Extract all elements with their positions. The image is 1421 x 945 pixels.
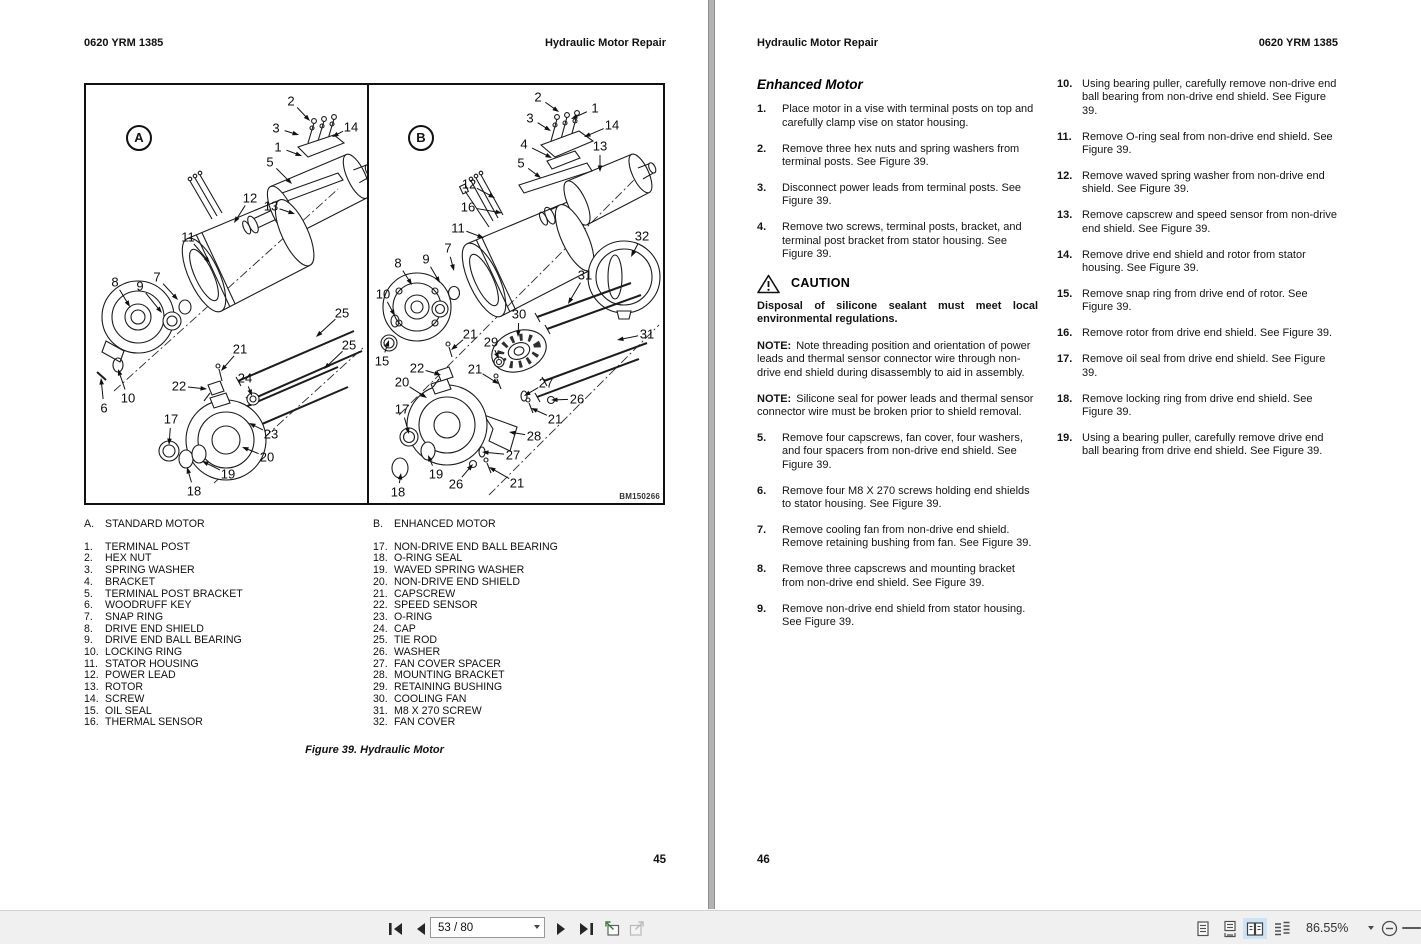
step-text: Remove two screws, terminal posts, bracket, and terminal post bracket from stator housing. See Figure 39.	[782, 221, 1038, 261]
part-name: TERMINAL POST	[105, 542, 190, 554]
panel-label-b: B	[408, 125, 434, 151]
diagram-callout: 13	[593, 139, 607, 154]
page-46	[715, 0, 1421, 909]
procedure-step	[757, 485, 1038, 512]
zoom-slider[interactable]	[1402, 927, 1421, 929]
part-name: HEX NUT	[105, 553, 152, 565]
part-number: 12.	[84, 670, 105, 682]
diagram-callout: 26	[570, 392, 584, 407]
part-number: 28.	[373, 670, 394, 682]
viewer-toolbar	[0, 910, 1421, 944]
step-number: 10.	[1057, 78, 1082, 118]
diagram-callout: 8	[111, 275, 118, 290]
single-page-view-button[interactable]	[1191, 918, 1215, 939]
step-number: 1.	[757, 103, 782, 130]
part-name: SPEED SENSOR	[394, 600, 478, 612]
zoom-dropdown-caret-icon[interactable]	[1368, 926, 1374, 930]
diagram-callout: 7	[153, 270, 160, 285]
diagram-callout: 22	[172, 379, 186, 394]
diagram-callout: 27	[539, 376, 553, 391]
previous-page-icon	[415, 922, 426, 936]
note-text: Silicone seal for power leads and thermal sensor connector wire must be broken prior to shield removal.	[757, 393, 1033, 418]
part-name: SCREW	[105, 694, 144, 706]
part-number: 10.	[84, 647, 105, 659]
procedure-step	[1057, 78, 1338, 118]
part-number: 29.	[373, 682, 394, 694]
procedure-step	[757, 182, 1038, 209]
standard-motor-diagram	[86, 85, 367, 503]
note-label: NOTE:	[757, 340, 791, 352]
part-number: 16.	[84, 717, 105, 729]
parts-list-item	[373, 647, 665, 659]
diagram-callout: 19	[221, 467, 235, 482]
part-number: 15.	[84, 706, 105, 718]
procedure-step	[757, 103, 1038, 130]
diagram-callout: 21	[548, 412, 562, 427]
procedure-step	[757, 221, 1038, 261]
text-column-right	[1057, 78, 1338, 471]
diagram-callout: 28	[527, 429, 541, 444]
part-number: 19.	[373, 565, 394, 577]
diagram-callout: 2	[287, 94, 294, 109]
step-text: Remove three hex nuts and spring washers from terminal posts. See Figure 39.	[782, 143, 1038, 170]
parts-list-item	[84, 694, 365, 706]
diagram-callout: 5	[266, 155, 273, 170]
parts-list-item	[84, 717, 365, 729]
part-name: NON-DRIVE END SHIELD	[394, 577, 520, 589]
figure-watermark: BM150266	[619, 492, 660, 501]
procedure-step	[1057, 327, 1338, 340]
parts-list-title: STANDARD MOTOR	[105, 519, 205, 531]
part-name: RETAINING BUSHING	[394, 682, 502, 694]
part-name: BRACKET	[105, 577, 155, 589]
part-number: 1.	[84, 542, 105, 554]
step-text: Remove capscrew and speed sensor from non-drive end shield. See Figure 39.	[1082, 209, 1338, 236]
last-page-button[interactable]	[576, 920, 596, 937]
step-number: 12.	[1057, 170, 1082, 197]
section-title: Enhanced Motor	[757, 78, 1038, 91]
part-number: 17.	[373, 542, 394, 554]
page-45	[0, 0, 708, 909]
diagram-callout: 21	[233, 342, 247, 357]
previous-page-button[interactable]	[410, 920, 430, 937]
diagram-callout: 21	[510, 476, 524, 491]
diagram-callout: 24	[238, 371, 252, 386]
part-name: THERMAL SENSOR	[105, 717, 203, 729]
procedure-step	[1057, 249, 1338, 276]
step-text: Remove snap ring from drive end of rotor. See Figure 39.	[1082, 288, 1338, 315]
part-name: WAVED SPRING WASHER	[394, 565, 524, 577]
diagram-callout: 18	[187, 484, 201, 499]
parts-list-item	[373, 717, 665, 729]
diagram-callout: 10	[121, 391, 135, 406]
first-page-icon	[387, 922, 404, 936]
part-name: POWER LEAD	[105, 670, 176, 682]
part-number: 9.	[84, 635, 105, 647]
step-text: Using a bearing puller, carefully remove drive end ball bearing from drive end shield. See Figure 39.	[1082, 432, 1338, 459]
step-text: Remove O-ring seal from non-drive end shield. See Figure 39.	[1082, 131, 1338, 158]
step-text: Remove drive end shield and rotor from stator housing. See Figure 39.	[1082, 249, 1338, 276]
diagram-callout: 18	[391, 485, 405, 500]
procedure-step	[1057, 170, 1338, 197]
panel-label-a: A	[126, 125, 152, 151]
procedure-step	[757, 563, 1038, 590]
diagram-callout: 2	[534, 90, 541, 105]
part-number: 11.	[84, 659, 105, 671]
parts-list-item	[84, 647, 365, 659]
parts-list-header	[84, 519, 365, 531]
diagram-callout: 12	[462, 177, 476, 192]
note-text: Note threading position and orientation of power leads and thermal sensor connector wire through non-drive end shield during disassembly to aid in assembly.	[757, 340, 1030, 379]
part-name: NON-DRIVE END BALL BEARING	[394, 542, 558, 554]
previous-view-icon	[603, 920, 621, 937]
part-name: STATOR HOUSING	[105, 659, 199, 671]
part-number: 4.	[84, 577, 105, 589]
step-number: 16.	[1057, 327, 1082, 340]
part-number: 3.	[84, 565, 105, 577]
single-page-view-icon	[1194, 920, 1212, 938]
part-name: CAPSCREW	[394, 589, 455, 601]
step-number: 18.	[1057, 393, 1082, 420]
diagram-callout: 8	[394, 256, 401, 271]
step-text: Disconnect power leads from terminal posts. See Figure 39.	[782, 182, 1038, 209]
diagram-callout: 17	[395, 402, 409, 417]
procedure-step	[1057, 209, 1338, 236]
figure-panel-a	[86, 85, 369, 503]
next-page-button[interactable]	[551, 920, 571, 937]
procedure-step	[1057, 432, 1338, 459]
diagram-callout: 32	[635, 229, 649, 244]
parts-list-standard	[84, 519, 365, 729]
diagram-callout: 7	[444, 241, 451, 256]
diagram-callout: 17	[164, 412, 178, 427]
parts-list-item	[373, 577, 665, 589]
step-number: 13.	[1057, 209, 1082, 236]
step-number: 11.	[1057, 131, 1082, 158]
diagram-callout: 4	[520, 137, 527, 152]
part-name: DRIVE END BALL BEARING	[105, 635, 242, 647]
part-name: DRIVE END SHIELD	[105, 624, 204, 636]
part-number: 20.	[373, 577, 394, 589]
part-name: OIL SEAL	[105, 706, 152, 718]
diagram-callout: 25	[335, 306, 349, 321]
part-number: 27.	[373, 659, 394, 671]
diagram-callout: 19	[429, 467, 443, 482]
diagram-callout: 6	[100, 401, 107, 416]
caution-header	[757, 274, 1038, 294]
diagram-callout: 1	[274, 140, 281, 155]
diagram-callout: 11	[451, 221, 465, 236]
step-number: 15.	[1057, 288, 1082, 315]
zoom-out-button[interactable]	[1381, 920, 1398, 942]
text-column-left	[757, 78, 1038, 642]
part-number: 18.	[373, 553, 394, 565]
part-name: O-RING	[394, 612, 432, 624]
zoom-level-display[interactable]: 86.55%	[1306, 911, 1348, 945]
diagram-callout: 9	[422, 252, 429, 267]
procedure-step	[1057, 288, 1338, 315]
running-header-left: Hydraulic Motor Repair	[757, 37, 878, 49]
facing-pages-view-button[interactable]	[1243, 918, 1267, 939]
page-number-field	[430, 917, 545, 938]
step-text: Place motor in a vise with terminal posts on top and carefully clamp vise on stator housing.	[782, 103, 1038, 130]
next-page-icon	[556, 922, 567, 936]
page-dropdown-caret-icon[interactable]	[534, 925, 540, 929]
procedure-step	[1057, 131, 1338, 158]
procedure-step	[757, 143, 1038, 170]
diagram-callout: 1	[591, 101, 598, 116]
part-number: 21.	[373, 589, 394, 601]
diagram-callout: 21	[463, 327, 477, 342]
part-name: LOCKING RING	[105, 647, 182, 659]
part-number: 25.	[373, 635, 394, 647]
part-name: SPRING WASHER	[105, 565, 195, 577]
page-number: 45	[84, 854, 666, 866]
part-number: 30.	[373, 694, 394, 706]
part-number: 14.	[84, 694, 105, 706]
parts-list-prefix: B.	[373, 519, 394, 531]
diagram-callout: 3	[272, 121, 279, 136]
facing-pages-view-icon	[1245, 920, 1265, 938]
step-text: Remove three capscrews and mounting bracket from non-drive end shield. See Figure 39.	[782, 563, 1038, 590]
diagram-callout: 14	[344, 120, 358, 135]
parts-list-item	[373, 612, 665, 624]
running-header-left: 0620 YRM 1385	[84, 37, 163, 49]
part-number: 26.	[373, 647, 394, 659]
procedure-step	[757, 524, 1038, 551]
continuous-facing-view-icon	[1272, 920, 1292, 938]
figure-panel-b	[369, 85, 663, 503]
part-name: COOLING FAN	[394, 694, 466, 706]
diagram-callout: 13	[264, 199, 278, 214]
part-name: FAN COVER	[394, 717, 455, 729]
step-number: 9.	[757, 603, 782, 630]
step-number: 3.	[757, 182, 782, 209]
step-number: 17.	[1057, 353, 1082, 380]
step-number: 19.	[1057, 432, 1082, 459]
part-number: 23.	[373, 612, 394, 624]
part-name: M8 X 270 SCREW	[394, 706, 482, 718]
note-paragraph	[757, 393, 1038, 420]
page-number-input[interactable]	[430, 917, 545, 938]
step-number: 8.	[757, 563, 782, 590]
diagram-callout: 12	[243, 191, 257, 206]
part-number: 5.	[84, 589, 105, 601]
procedure-step	[757, 603, 1038, 630]
step-text: Using bearing puller, carefully remove non-drive end ball bearing from non-drive end shield. See Figure 39.	[1082, 78, 1338, 118]
diagram-callout: 3	[526, 111, 533, 126]
diagram-callout: 14	[605, 118, 619, 133]
procedure-step	[1057, 393, 1338, 420]
part-name: CAP	[394, 624, 416, 636]
caution-text: Disposal of silicone sealant must meet local environmental regulations.	[757, 300, 1038, 327]
part-number: 2.	[84, 553, 105, 565]
parts-list-prefix: A.	[84, 519, 105, 531]
diagram-callout: 20	[395, 375, 409, 390]
step-number: 14.	[1057, 249, 1082, 276]
diagram-callout: 5	[517, 156, 524, 171]
part-number: 7.	[84, 612, 105, 624]
diagram-callout: 22	[410, 361, 424, 376]
part-name: MOUNTING BRACKET	[394, 670, 505, 682]
previous-view-button[interactable]	[602, 920, 622, 937]
part-number: 32.	[373, 717, 394, 729]
parts-list-item	[84, 612, 365, 624]
procedure-step	[757, 432, 1038, 472]
part-number: 24.	[373, 624, 394, 636]
diagram-callout: 15	[375, 354, 389, 369]
part-number: 13.	[84, 682, 105, 694]
parts-list-item	[373, 694, 665, 706]
next-view-icon	[628, 920, 646, 937]
continuous-facing-view-button[interactable]	[1270, 918, 1294, 939]
zoom-out-icon	[1381, 920, 1398, 937]
part-name: WOODRUFF KEY	[105, 600, 192, 612]
diagram-callout: 31	[640, 327, 654, 342]
figure-caption: Figure 39. Hydraulic Motor	[84, 744, 665, 756]
diagram-callout: 23	[264, 427, 278, 442]
last-page-icon	[578, 922, 595, 936]
step-number: 2.	[757, 143, 782, 170]
step-number: 4.	[757, 221, 782, 261]
step-text: Remove four M8 X 270 screws holding end shields to stator housing. See Figure 39.	[782, 485, 1038, 512]
figure-39	[84, 83, 665, 505]
caution-label: CAUTION	[791, 277, 850, 290]
parts-list-header	[373, 519, 665, 531]
steps-1-4	[757, 103, 1038, 261]
diagram-callout: 16	[461, 200, 475, 215]
notes	[757, 340, 1038, 420]
diagram-callout: 27	[506, 448, 520, 463]
part-name: ROTOR	[105, 682, 143, 694]
procedure-step	[1057, 353, 1338, 380]
next-view-button[interactable]	[627, 920, 647, 937]
first-page-button[interactable]	[385, 920, 405, 937]
continuous-view-icon	[1221, 920, 1239, 938]
note-label: NOTE:	[757, 393, 791, 405]
diagram-callout: 25	[342, 338, 356, 353]
step-text: Remove rotor from drive end shield. See Figure 39.	[1082, 327, 1338, 340]
warning-triangle-icon	[757, 274, 780, 294]
part-name: FAN COVER SPACER	[394, 659, 501, 671]
diagram-callout: 21	[468, 362, 482, 377]
step-text: Remove waved spring washer from non-drive end shield. See Figure 39.	[1082, 170, 1338, 197]
diagram-callout: 26	[449, 477, 463, 492]
step-number: 5.	[757, 432, 782, 472]
parts-list-title: ENHANCED MOTOR	[394, 519, 496, 531]
step-text: Remove locking ring from drive end shield. See Figure 39.	[1082, 393, 1338, 420]
step-number: 7.	[757, 524, 782, 551]
diagram-callout: 29	[484, 335, 498, 350]
note-paragraph	[757, 340, 1038, 380]
part-name: TIE ROD	[394, 635, 437, 647]
part-name: TERMINAL POST BRACKET	[105, 589, 243, 601]
parts-list-enhanced	[373, 519, 665, 729]
parts-list-item	[84, 577, 365, 589]
part-name: WASHER	[394, 647, 440, 659]
diagram-callout: 30	[512, 307, 526, 322]
page-number: 46	[757, 854, 770, 866]
step-text: Remove non-drive end shield from stator housing. See Figure 39.	[782, 603, 1038, 630]
part-name: O-RING SEAL	[394, 553, 462, 565]
page-gap-divider	[708, 0, 715, 909]
diagram-callout: 10	[376, 287, 390, 302]
part-number: 6.	[84, 600, 105, 612]
part-number: 8.	[84, 624, 105, 636]
step-text: Remove cooling fan from non-drive end shield. Remove retaining bushing from fan. See Figure 39.	[782, 524, 1038, 551]
steps-5-9	[757, 432, 1038, 629]
diagram-callout: 31	[578, 268, 592, 283]
diagram-callout: 9	[136, 279, 143, 294]
step-text: Remove four capscrews, fan cover, four washers, and four spacers from non-drive end shield. See Figure 39.	[782, 432, 1038, 472]
running-header-right: Hydraulic Motor Repair	[545, 37, 666, 49]
step-number: 6.	[757, 485, 782, 512]
part-name: SNAP RING	[105, 612, 163, 624]
part-number: 22.	[373, 600, 394, 612]
continuous-view-button[interactable]	[1218, 918, 1242, 939]
part-number: 31.	[373, 706, 394, 718]
diagram-callout: 11	[181, 230, 195, 245]
steps-10-19	[1057, 78, 1338, 459]
running-header-right: 0620 YRM 1385	[1259, 37, 1338, 49]
diagram-callout: 20	[260, 450, 274, 465]
step-text: Remove oil seal from drive end shield. See Figure 39.	[1082, 353, 1338, 380]
